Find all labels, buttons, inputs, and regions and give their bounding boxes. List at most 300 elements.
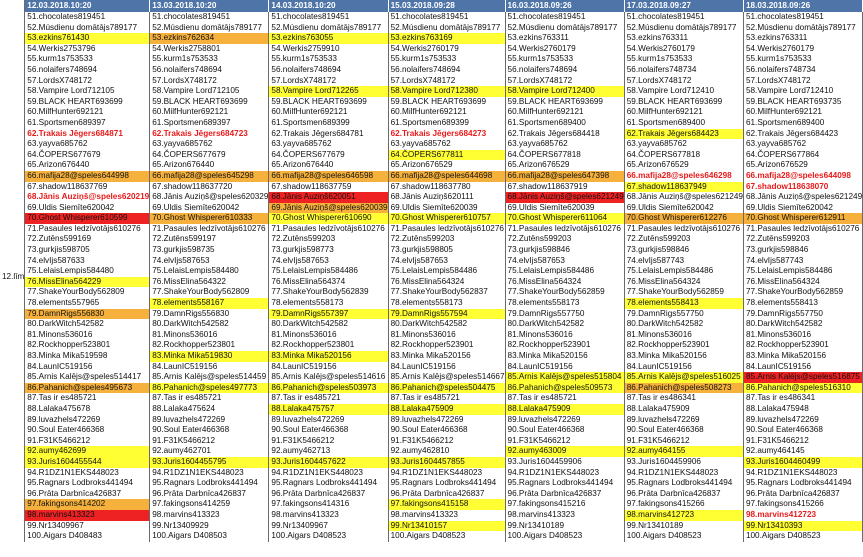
ranking-cell[interactable]: 98.marvins413323 [388,510,505,521]
ranking-cell[interactable]: 54.Werkis2760179 [743,44,862,55]
ranking-cell[interactable]: 65.Arizon676529 [505,160,624,171]
ranking-cell[interactable]: 92.aumy462713 [269,446,388,457]
ranking-cell[interactable]: 89.luvazhels472269 [388,415,505,426]
ranking-cell[interactable]: 56.nolaifers748694 [388,65,505,76]
ranking-cell[interactable]: 95.Ragnars Lodbroks441494 [743,478,862,489]
ranking-cell[interactable]: 89.luvazhels472269 [505,415,624,426]
ranking-cell[interactable]: 81.Minons536016 [743,330,862,341]
ranking-cell[interactable]: 73.gurkjis598846 [505,245,624,256]
ranking-cell[interactable]: 68.Jānis Auziņš@speles621249 [624,192,743,203]
ranking-cell[interactable]: 56.nolaifers748694 [505,65,624,76]
ranking-cell[interactable]: 52.Músdienu domātājs789177 [388,23,505,34]
ranking-cell[interactable]: 80.DarkWitch542582 [505,319,624,330]
ranking-cell[interactable]: 57.LordsX748172 [743,76,862,87]
ranking-cell[interactable]: 82.Rockhopper523901 [624,340,743,351]
ranking-cell[interactable]: 77.ShakeYourBody562837 [388,287,505,298]
ranking-cell[interactable]: 75.LelaisLempis584486 [388,266,505,277]
ranking-cell[interactable]: 53.ezkins763311 [743,33,862,44]
ranking-cell[interactable]: 83.Minka Mika520156 [743,351,862,362]
ranking-cell[interactable]: 62.Trakais Jēgers684423 [624,129,743,140]
ranking-cell[interactable]: 60.MilfHunter692121 [624,107,743,118]
ranking-cell[interactable]: 58.Vampire Lord712410 [624,86,743,97]
ranking-cell[interactable]: 87.Tas ir es485721 [150,393,269,404]
ranking-cell[interactable]: 94.R1DZ1N1EKS448023 [624,468,743,479]
ranking-cell[interactable]: 86.Pahanich@speles516310 [743,383,862,394]
ranking-cell[interactable]: 74.elvIjs587653 [269,256,388,267]
ranking-cell[interactable]: 72.Zutēns599169 [25,234,150,245]
ranking-cell[interactable]: 72.Zutēns599203 [388,234,505,245]
ranking-cell[interactable]: 74.elvIjs587633 [25,256,150,267]
ranking-cell[interactable]: 61.Sportsmen689399 [269,118,388,129]
ranking-cell[interactable]: 79.DamnRigs556830 [150,309,269,320]
ranking-cell[interactable]: 92.aumy462810 [388,446,505,457]
ranking-cell[interactable]: 77.ShakeYourBody562859 [505,287,624,298]
ranking-cell[interactable]: 66.mafija28@speles647398 [505,171,624,182]
ranking-cell[interactable]: 68.Jānis Auziņš@speles620219 [25,192,150,203]
ranking-cell[interactable]: 69.Uldis Siemīte620042 [624,203,743,214]
ranking-cell[interactable]: 65.Arizon676529 [624,160,743,171]
ranking-cell[interactable]: 55.kurm1s753533 [624,54,743,65]
ranking-cell[interactable]: 88.Lalaka475909 [505,404,624,415]
ranking-cell[interactable]: 90.Soul Eater466368 [150,425,269,436]
ranking-cell[interactable]: 98.marvins412723 [624,510,743,521]
ranking-cell[interactable]: 84.LaunIC519156 [25,362,150,373]
ranking-cell[interactable]: 83.Minka Mika520156 [269,351,388,362]
ranking-cell[interactable]: 68.Jānis Auziņš@speles621249 [743,192,862,203]
ranking-cell[interactable]: 91.F31K5466212 [505,436,624,447]
ranking-cell[interactable]: 66.mafija28@speles644698 [388,171,505,182]
ranking-cell[interactable]: 96.Prāta Darbnīca426837 [150,489,269,500]
ranking-cell[interactable]: 64.ČOPERS677811 [388,150,505,161]
ranking-cell[interactable]: 75.LelaisLempis584480 [25,266,150,277]
ranking-cell[interactable]: 59.BLACK HEART693699 [388,97,505,108]
ranking-cell[interactable]: 88.Lalaka475624 [150,404,269,415]
ranking-cell[interactable]: 71.Pasaules ledzīvotājs610276 [150,224,269,235]
ranking-cell[interactable]: 73.gurkjis598705 [25,245,150,256]
ranking-cell[interactable]: 70.Ghost Whisperer611064 [505,213,624,224]
ranking-cell[interactable]: 87.Tas ir es485721 [505,393,624,404]
ranking-cell[interactable]: 54.Werkis2759910 [269,44,388,55]
ranking-cell[interactable]: 82.Rockhopper523801 [150,340,269,351]
ranking-cell[interactable]: 62.Trakais Jēgers684781 [269,129,388,140]
ranking-cell[interactable]: 81.Minons536016 [150,330,269,341]
ranking-cell[interactable]: 62.Trakais Jēgers684273 [388,129,505,140]
ranking-cell[interactable]: 78.elements558413 [743,298,862,309]
ranking-cell[interactable]: 82.Rockhopper523801 [25,340,150,351]
ranking-cell[interactable]: 58.Vampire Lord712265 [269,86,388,97]
column-date-header[interactable]: 12.03.2018.10:20 [25,0,150,12]
ranking-cell[interactable]: 91.F31K5466212 [269,436,388,447]
ranking-cell[interactable]: 99.Nr13410189 [505,521,624,532]
ranking-cell[interactable]: 100.Aigars D408523 [388,531,505,542]
ranking-cell[interactable]: 52.Músdienu domātājs789177 [150,23,269,34]
ranking-cell[interactable]: 63.yayva685762 [743,139,862,150]
ranking-cell[interactable]: 86.Pahanich@speles508273 [624,383,743,394]
ranking-cell[interactable]: 98.marvins413323 [269,510,388,521]
ranking-cell[interactable]: 63.yayva685762 [25,139,150,150]
ranking-cell[interactable]: 54.Werkis2760179 [624,44,743,55]
ranking-cell[interactable]: 85.Arnis Kalējs@speles514667 [388,372,505,383]
ranking-cell[interactable]: 88.Lalaka475757 [269,404,388,415]
ranking-cell[interactable]: 82.Rockhopper523801 [269,340,388,351]
ranking-cell[interactable]: 93.Juris1604460499 [743,457,862,468]
ranking-cell[interactable]: 77.ShakeYourBody562809 [150,287,269,298]
ranking-cell[interactable]: 72.Zutēns599203 [743,234,862,245]
ranking-cell[interactable]: 74.elvIjs587653 [505,256,624,267]
ranking-cell[interactable]: 93.Juris1604457622 [269,457,388,468]
ranking-cell[interactable]: 81.Minons536016 [624,330,743,341]
ranking-cell[interactable]: 94.R1DZ1N1EKS448023 [505,468,624,479]
ranking-cell[interactable]: 96.Prāta Darbnīca426837 [388,489,505,500]
ranking-cell[interactable]: 78.elements558173 [269,298,388,309]
ranking-cell[interactable]: 87.Tas ir es485721 [388,393,505,404]
ranking-cell[interactable]: 85.Arnis Kalējs@speles516875 [743,372,862,383]
ranking-cell[interactable]: 88.Lalaka475909 [624,404,743,415]
column-date-header[interactable]: 13.03.2018.10:20 [150,0,269,12]
ranking-cell[interactable]: 87.Tas ir es486341 [743,393,862,404]
ranking-cell[interactable]: 76.MissElina564324 [388,277,505,288]
ranking-cell[interactable]: 52.Músdienu domātājs789177 [269,23,388,34]
ranking-cell[interactable]: 85.Arnis Kalējs@speles514417 [25,372,150,383]
ranking-cell[interactable]: 70.Ghost Whisperer610757 [388,213,505,224]
ranking-cell[interactable]: 90.Soul Eater466368 [25,425,150,436]
ranking-cell[interactable]: 93.Juris1604459906 [505,457,624,468]
ranking-cell[interactable]: 92.aumy462699 [25,446,150,457]
ranking-cell[interactable]: 82.Rockhopper523901 [743,340,862,351]
ranking-cell[interactable]: 68.Jānis Auziņš@speles620329 [150,192,269,203]
ranking-cell[interactable]: 58.Vampire Lord712105 [25,86,150,97]
ranking-cell[interactable]: 55.kurm1s753533 [150,54,269,65]
ranking-cell[interactable]: 53.ezkins763169 [388,33,505,44]
ranking-cell[interactable]: 74.elvIjs587653 [150,256,269,267]
ranking-cell[interactable]: 52.Músdienu domātājs789177 [743,23,862,34]
ranking-cell[interactable]: 55.kurm1s753533 [269,54,388,65]
ranking-cell[interactable]: 91.F31K5466212 [388,436,505,447]
ranking-cell[interactable]: 69.Uldis Siemīte620042 [150,203,269,214]
ranking-cell[interactable]: 86.Pahanich@speles503973 [269,383,388,394]
ranking-cell[interactable]: 65.Arizon676529 [388,160,505,171]
ranking-cell[interactable]: 67.shadow118637759 [269,182,388,193]
ranking-cell[interactable]: 61.Sportsmen689397 [25,118,150,129]
ranking-cell[interactable]: 82.Rockhopper523901 [388,340,505,351]
ranking-cell[interactable]: 61.Sportsmen689399 [388,118,505,129]
ranking-cell[interactable]: 100.Aigars D408483 [25,531,150,542]
ranking-cell[interactable]: 66.mafija28@speles646598 [269,171,388,182]
ranking-cell[interactable]: 64.ČOPERS677679 [269,150,388,161]
ranking-cell[interactable]: 58.Vampire Lord712105 [150,86,269,97]
ranking-cell[interactable]: 84.LaunIC519156 [624,362,743,373]
ranking-cell[interactable]: 62.Trakais Jēgers684871 [25,129,150,140]
ranking-cell[interactable]: 95.Ragnars Lodbroks441494 [25,478,150,489]
ranking-cell[interactable]: 77.ShakeYourBody562839 [269,287,388,298]
ranking-cell[interactable]: 67.shadow118637780 [388,182,505,193]
ranking-cell[interactable]: 82.Rockhopper523901 [505,340,624,351]
ranking-cell[interactable]: 54.Werkis2753796 [25,44,150,55]
ranking-cell[interactable]: 51.chocolates819451 [269,12,388,23]
ranking-cell[interactable]: 61.Sportsmen689397 [150,118,269,129]
ranking-cell[interactable]: 100.Aigars D408523 [505,531,624,542]
ranking-cell[interactable]: 83.Minka Mika520156 [388,351,505,362]
ranking-cell[interactable]: 68.Jānis Auziņš620051 [269,192,388,203]
ranking-cell[interactable]: 84.LaunIC519156 [388,362,505,373]
ranking-cell[interactable]: 91.F31K5466212 [25,436,150,447]
ranking-cell[interactable]: 96.Prāta Darbnīca426837 [743,489,862,500]
ranking-cell[interactable]: 76.MissElina564324 [624,277,743,288]
ranking-cell[interactable]: 90.Soul Eater466368 [743,425,862,436]
ranking-cell[interactable]: 71.Pasaules ledzīvotājs610276 [269,224,388,235]
ranking-cell[interactable]: 55.kurm1s753533 [505,54,624,65]
ranking-cell[interactable]: 75.LelaisLempis584486 [505,266,624,277]
ranking-cell[interactable]: 98.marvins412723 [743,510,862,521]
ranking-cell[interactable]: 95.Ragnars Lodbroks441494 [150,478,269,489]
ranking-cell[interactable]: 66.mafija28@speles645298 [150,171,269,182]
ranking-cell[interactable]: 76.MissElina564374 [269,277,388,288]
ranking-cell[interactable]: 59.BLACK HEART693735 [743,97,862,108]
ranking-cell[interactable]: 67.shadow118637720 [150,182,269,193]
ranking-cell[interactable]: 56.nolaifers748694 [269,65,388,76]
ranking-cell[interactable]: 51.chocolates819451 [388,12,505,23]
ranking-cell[interactable]: 57.LordsX748172 [388,76,505,87]
ranking-cell[interactable]: 64.ČOPERS677864 [743,150,862,161]
ranking-cell[interactable]: 94.R1DZ1N1EKS448023 [743,468,862,479]
ranking-cell[interactable]: 80.DarkWitch542582 [388,319,505,330]
ranking-cell[interactable]: 72.Zutēns599197 [150,234,269,245]
ranking-cell[interactable]: 60.MilfHunter692121 [743,107,862,118]
ranking-cell[interactable]: 57.LordsX748172 [505,76,624,87]
ranking-cell[interactable]: 89.luvazhels472269 [269,415,388,426]
ranking-cell[interactable]: 77.ShakeYourBody562859 [743,287,862,298]
ranking-cell[interactable]: 95.Ragnars Lodbroks441494 [269,478,388,489]
ranking-cell[interactable]: 88.Lalaka475948 [743,404,862,415]
ranking-cell[interactable]: 70.Ghost Whisperer612276 [624,213,743,224]
ranking-cell[interactable]: 70.Ghost Whisperer612911 [743,213,862,224]
ranking-cell[interactable]: 99.Nr13409967 [25,521,150,532]
ranking-cell[interactable]: 79.DamnRigs557750 [624,309,743,320]
ranking-cell[interactable]: 75.LelaisLempis584486 [743,266,862,277]
ranking-cell[interactable]: 100.Aigars D408523 [269,531,388,542]
ranking-cell[interactable]: 94.R1DZ1N1EKS448023 [388,468,505,479]
ranking-cell[interactable]: 92.aumy464145 [743,446,862,457]
ranking-cell[interactable]: 68.Jānis Auziņš@speles621249 [505,192,624,203]
ranking-cell[interactable]: 84.LaunIC519156 [743,362,862,373]
ranking-cell[interactable]: 60.MilfHunter692121 [25,107,150,118]
ranking-cell[interactable]: 59.BLACK HEART693699 [25,97,150,108]
ranking-cell[interactable]: 86.Pahanich@speles495673 [25,383,150,394]
ranking-cell[interactable]: 58.Vampire Lord712410 [743,86,862,97]
ranking-cell[interactable]: 98.marvins413323 [150,510,269,521]
ranking-cell[interactable]: 83.Minka Mika520156 [505,351,624,362]
ranking-cell[interactable]: 96.Prāta Darbnīca426837 [624,489,743,500]
ranking-cell[interactable]: 59.BLACK HEART693699 [269,97,388,108]
ranking-cell[interactable]: 93.Juris1604457855 [388,457,505,468]
ranking-cell[interactable]: 53.ezkins761430 [25,33,150,44]
ranking-cell[interactable]: 55.kurm1s753533 [25,54,150,65]
ranking-cell[interactable]: 81.Minons536016 [269,330,388,341]
ranking-cell[interactable]: 55.kurm1s753533 [743,54,862,65]
ranking-cell[interactable]: 67.shadow118638070 [743,182,862,193]
ranking-cell[interactable]: 91.F31K5466212 [743,436,862,447]
ranking-cell[interactable]: 78.elements558167 [150,298,269,309]
ranking-cell[interactable]: 69.Uldis Siemīte620039 [505,203,624,214]
ranking-cell[interactable]: 94.R1DZ1N1EKS448023 [269,468,388,479]
ranking-cell[interactable]: 85.Arnis Kalējs@speles515804 [505,372,624,383]
ranking-cell[interactable]: 79.DamnRigs557594 [388,309,505,320]
ranking-cell[interactable]: 96.Prāta Darbnīca426837 [505,489,624,500]
ranking-cell[interactable]: 87.Tas ir es486341 [624,393,743,404]
ranking-cell[interactable]: 62.Trakais Jēgers684723 [150,129,269,140]
ranking-cell[interactable]: 72.Zutēns599203 [505,234,624,245]
ranking-cell[interactable]: 51.chocolates819451 [505,12,624,23]
ranking-cell[interactable]: 60.MilfHunter692121 [505,107,624,118]
ranking-cell[interactable]: 53.ezkins763055 [269,33,388,44]
ranking-cell[interactable]: 90.Soul Eater466368 [388,425,505,436]
ranking-cell[interactable]: 56.nolaifers748694 [150,65,269,76]
ranking-cell[interactable]: 51.chocolates819451 [25,12,150,23]
ranking-cell[interactable]: 78.elements558413 [624,298,743,309]
ranking-cell[interactable]: 99.Nr13410393 [743,521,862,532]
ranking-cell[interactable]: 79.DamnRigs556830 [25,309,150,320]
ranking-cell[interactable]: 65.Arizon676440 [150,160,269,171]
ranking-cell[interactable]: 60.MilfHunter692121 [388,107,505,118]
ranking-cell[interactable]: 83.Minka Mika519830 [150,351,269,362]
ranking-cell[interactable]: 51.chocolates819451 [624,12,743,23]
ranking-cell[interactable]: 76.MissElina564322 [150,277,269,288]
ranking-cell[interactable]: 63.yayva685762 [505,139,624,150]
ranking-cell[interactable]: 73.gurkjis598735 [150,245,269,256]
ranking-cell[interactable]: 80.DarkWitch542582 [269,319,388,330]
ranking-cell[interactable]: 97.fakingsons414202 [25,499,150,510]
ranking-cell[interactable]: 71.Pasaules ledzīvotājs610276 [505,224,624,235]
ranking-cell[interactable]: 70.Ghost Whisperer610599 [25,213,150,224]
ranking-cell[interactable]: 86.Pahanich@speles509573 [505,383,624,394]
ranking-cell[interactable]: 97.fakingsons414316 [269,499,388,510]
ranking-cell[interactable]: 52.Músdienu domātājs789177 [25,23,150,34]
ranking-cell[interactable]: 93.Juris1604455544 [25,457,150,468]
ranking-cell[interactable]: 67.shadow118637949 [624,182,743,193]
ranking-cell[interactable]: 66.mafija28@speles644098 [743,171,862,182]
ranking-cell[interactable]: 56.nolaifers748734 [624,65,743,76]
ranking-cell[interactable]: 79.DamnRigs557750 [743,309,862,320]
ranking-cell[interactable]: 86.Pahanich@speles504475 [388,383,505,394]
column-date-header[interactable]: 17.03.2018.09:27 [624,0,743,12]
ranking-cell[interactable]: 85.Arnis Kalējs@speles516025 [624,372,743,383]
ranking-cell[interactable]: 76.MissElina564324 [743,277,862,288]
ranking-cell[interactable]: 79.DamnRigs557750 [505,309,624,320]
ranking-cell[interactable]: 96.Prāta Darbnīca426837 [25,489,150,500]
ranking-cell[interactable]: 51.chocolates819451 [150,12,269,23]
ranking-cell[interactable]: 97.fakingsons415266 [624,499,743,510]
ranking-cell[interactable]: 73.gurkjis598846 [624,245,743,256]
ranking-cell[interactable]: 99.Nr13410157 [388,521,505,532]
ranking-cell[interactable]: 66.mafija28@speles646298 [624,171,743,182]
ranking-cell[interactable]: 53.ezkins763311 [505,33,624,44]
ranking-cell[interactable]: 87.Tas ir es485721 [25,393,150,404]
ranking-cell[interactable]: 74.elvIjs587743 [743,256,862,267]
ranking-cell[interactable]: 91.F31K5466212 [150,436,269,447]
ranking-cell[interactable]: 85.Arnis Kalējs@speles514616 [269,372,388,383]
ranking-cell[interactable]: 81.Minons536016 [388,330,505,341]
ranking-cell[interactable]: 69.Uldis Siemīte620042 [743,203,862,214]
ranking-cell[interactable]: 59.BLACK HEART693699 [624,97,743,108]
ranking-cell[interactable]: 89.luvazhels472269 [743,415,862,426]
ranking-cell[interactable]: 84.LaunIC519156 [505,362,624,373]
ranking-cell[interactable]: 80.DarkWitch542582 [743,319,862,330]
column-date-header[interactable]: 18.03.2018.09:26 [743,0,862,12]
ranking-cell[interactable]: 54.Werkis2760179 [505,44,624,55]
ranking-cell[interactable]: 58.Vampire Lord712400 [505,86,624,97]
ranking-cell[interactable]: 60.MilfHunter692121 [150,107,269,118]
ranking-cell[interactable]: 63.yayva685762 [150,139,269,150]
ranking-cell[interactable]: 65.Arizon676529 [743,160,862,171]
ranking-cell[interactable]: 63.yayva685762 [624,139,743,150]
ranking-cell[interactable]: 62.Trakais Jēgers684418 [505,129,624,140]
ranking-cell[interactable]: 54.Werkis2758801 [150,44,269,55]
ranking-cell[interactable]: 53.ezkins763311 [624,33,743,44]
ranking-cell[interactable]: 76.MissElina564324 [505,277,624,288]
ranking-cell[interactable]: 61.Sportsmen689400 [743,118,862,129]
ranking-cell[interactable]: 67.shadow118637919 [505,182,624,193]
ranking-cell[interactable]: 84.LaunIC519156 [150,362,269,373]
ranking-cell[interactable]: 58.Vampire Lord712380 [388,86,505,97]
ranking-cell[interactable]: 97.fakingsons415216 [505,499,624,510]
ranking-cell[interactable]: 85.Arnis Kalējs@speles514459 [150,372,269,383]
ranking-cell[interactable]: 76.MissElina564229 [25,277,150,288]
ranking-cell[interactable]: 94.R1DZ1N1EKS448023 [150,468,269,479]
ranking-cell[interactable]: 63.yayva685762 [388,139,505,150]
ranking-cell[interactable]: 59.BLACK HEART693699 [505,97,624,108]
ranking-cell[interactable]: 86.Pahanich@speles497773 [150,383,269,394]
ranking-cell[interactable]: 73.gurkjis598805 [388,245,505,256]
ranking-cell[interactable]: 78.elements558173 [388,298,505,309]
ranking-cell[interactable]: 78.elements557965 [25,298,150,309]
ranking-cell[interactable]: 71.Pasaules ledzīvotājs610276 [388,224,505,235]
ranking-cell[interactable]: 61.Sportsmen689400 [624,118,743,129]
ranking-cell[interactable]: 93.Juris1604455795 [150,457,269,468]
ranking-cell[interactable]: 64.ČOPERS677679 [150,150,269,161]
ranking-cell[interactable]: 98.marvins413323 [25,510,150,521]
ranking-cell[interactable]: 89.luvazhels472269 [624,415,743,426]
ranking-cell[interactable]: 100.Aigars D408523 [624,531,743,542]
ranking-cell[interactable]: 56.nolaifers748734 [743,65,862,76]
ranking-cell[interactable]: 92.aumy464155 [624,446,743,457]
ranking-cell[interactable]: 71.Pasaules ledzīvotājs610276 [743,224,862,235]
ranking-cell[interactable]: 91.F31K5466212 [624,436,743,447]
ranking-cell[interactable]: 63.yayva685762 [269,139,388,150]
ranking-cell[interactable]: 70.Ghost Whisperer610690 [269,213,388,224]
ranking-cell[interactable]: 94.R1DZ1N1EKS448023 [25,468,150,479]
column-date-header[interactable]: 16.03.2018.09:26 [505,0,624,12]
ranking-cell[interactable]: 99.Nr13409967 [269,521,388,532]
ranking-cell[interactable]: 78.elements558173 [505,298,624,309]
ranking-cell[interactable]: 52.Músdienu domātājs789177 [505,23,624,34]
ranking-cell[interactable]: 99.Nr13410189 [624,521,743,532]
ranking-cell[interactable]: 74.elvIjs587743 [624,256,743,267]
ranking-cell[interactable]: 96.Prāta Darbnīca426837 [269,489,388,500]
ranking-cell[interactable]: 64.ČOPERS677818 [624,150,743,161]
ranking-cell[interactable]: 75.LelaisLempis584486 [624,266,743,277]
ranking-cell[interactable]: 75.LelaisLempis584486 [269,266,388,277]
ranking-cell[interactable]: 73.gurkjis598846 [743,245,862,256]
ranking-cell[interactable]: 71.Pasaules ledzīvotājs610276 [25,224,150,235]
ranking-cell[interactable]: 67.shadow118637769 [25,182,150,193]
ranking-cell[interactable]: 89.luvazhels472269 [25,415,150,426]
ranking-cell[interactable]: 57.LordsX748172 [25,76,150,87]
ranking-cell[interactable]: 59.BLACK HEART693699 [150,97,269,108]
column-date-header[interactable]: 14.03.2018.10:20 [269,0,388,12]
ranking-cell[interactable]: 57.LordsX748172 [624,76,743,87]
ranking-cell[interactable]: 90.Soul Eater466368 [269,425,388,436]
ranking-cell[interactable]: 80.DarkWitch542582 [150,319,269,330]
